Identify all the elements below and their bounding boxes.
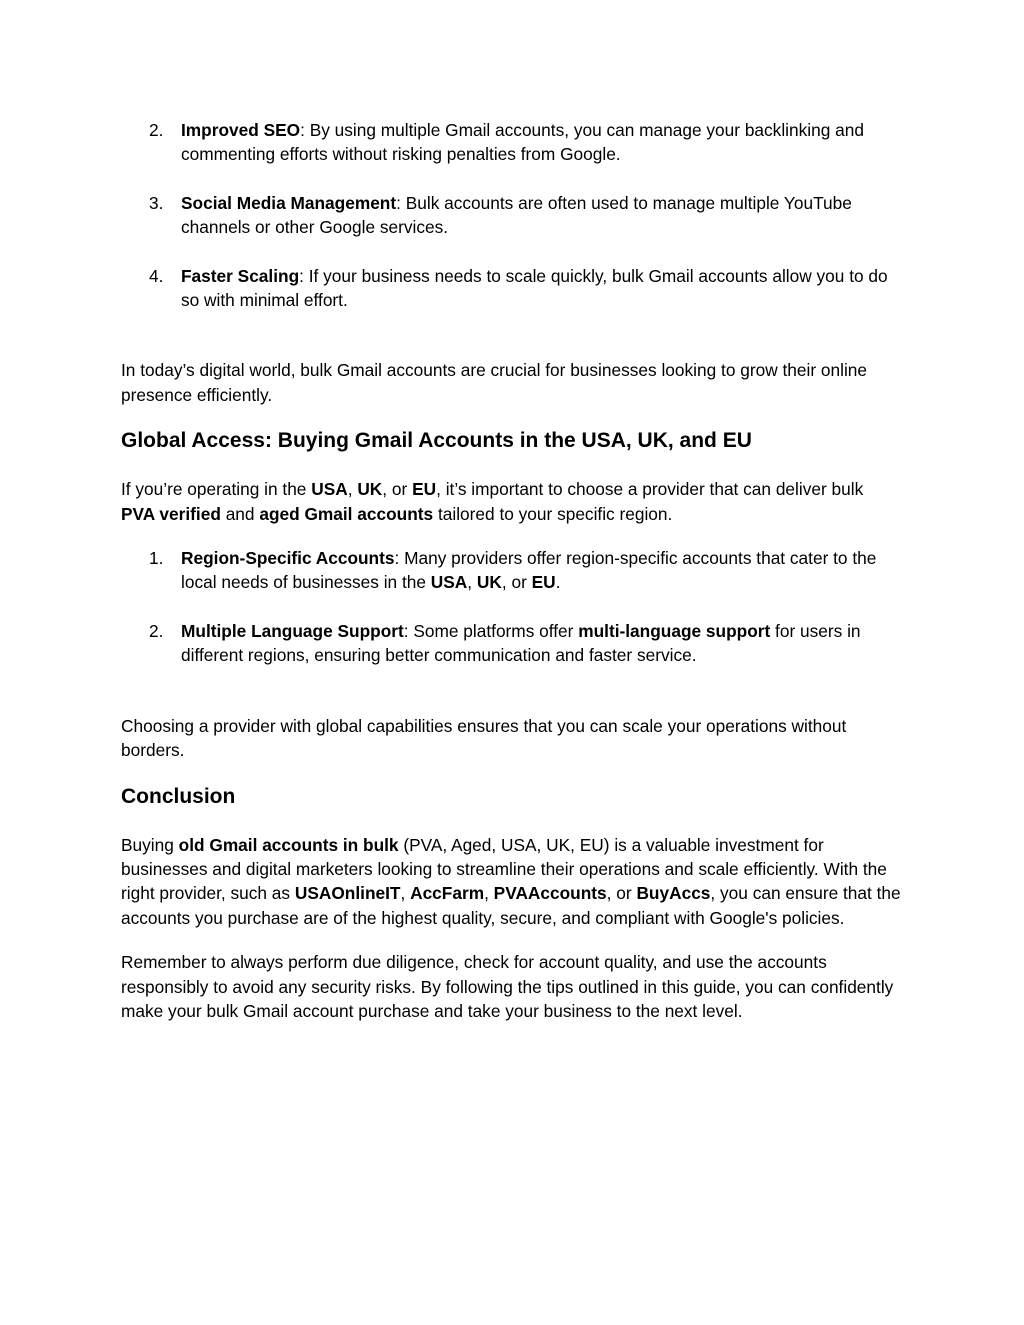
list-item	[121, 191, 901, 240]
text-run: for users in different regions, ensuring better communication and faster service.	[181, 620, 861, 666]
bold-text: EU	[531, 572, 556, 593]
bold-text: UK	[357, 479, 383, 500]
text-run: and	[220, 503, 260, 524]
bold-text: Region-Specific Accounts	[181, 548, 395, 569]
text-run: .	[555, 572, 561, 593]
text-run: Buying	[121, 834, 179, 855]
bold-text: aged Gmail accounts	[259, 503, 434, 524]
bold-text: AccFarm	[410, 883, 485, 904]
text-run: Choosing a provider with global capabilities ensures that you can scale your operations without borders.	[121, 715, 847, 761]
list-item-text	[181, 548, 876, 592]
global-access-list	[121, 546, 901, 668]
list-number: 3.	[149, 192, 164, 213]
text-run: If you’re operating in the	[121, 479, 312, 500]
list-item	[121, 118, 901, 167]
text-run: ,	[467, 572, 477, 593]
text-run: tailored to your specific region.	[433, 503, 673, 524]
conclusion-paragraph-1	[121, 833, 901, 931]
bold-text: BuyAccs	[636, 883, 711, 904]
bold-text: multi-language support	[578, 620, 771, 641]
intro-paragraph	[121, 358, 901, 407]
text-run: : If your business needs to scale quickly, bulk Gmail accounts allow you to do so with minimal effort.	[181, 265, 888, 311]
list-item-text	[181, 266, 888, 310]
bold-text: Multiple Language Support	[181, 620, 404, 641]
text-run: : Bulk accounts are often used to manage multiple YouTube channels or other Google services.	[181, 192, 852, 238]
list-number: 1.	[149, 548, 164, 569]
section-heading-global-access: Global Access: Buying Gmail Accounts in the USA, UK, and EU	[121, 429, 752, 453]
bold-text: UK	[476, 572, 502, 593]
list-item	[121, 619, 901, 668]
text-run: : Some platforms offer	[403, 620, 579, 641]
text-run: ,	[400, 883, 411, 904]
text-run: ,	[484, 883, 494, 904]
list-item	[121, 546, 901, 595]
text-run: , you can ensure that the accounts you purchase are of the highest quality, secure, and compliant with Google's policies.	[121, 883, 901, 928]
text-run: In today’s digital world, bulk Gmail accounts are crucial for businesses looking to grow their online presence efficiently.	[121, 360, 868, 405]
list-item-text	[181, 120, 864, 164]
global-closing-paragraph	[121, 714, 901, 763]
list-item-text	[181, 621, 861, 665]
bold-text: Improved SEO	[181, 120, 301, 140]
bold-text: USA	[430, 572, 468, 593]
text-run: (PVA, Aged, USA, UK, EU) is a valuable investment for businesses and digital marketers looking to streamline their operations and scale efficiently. With the right provider, such as	[121, 834, 887, 904]
bold-text: USAOnlineIT	[294, 883, 401, 904]
text-run: Remember to always perform due diligence, check for account quality, and use the accounts responsibly to avoid any security risks. By following the tips outlined in this guide, you can confidently make your bulk Gmail account purchase and take your business to the next level.	[121, 952, 894, 1021]
bold-text: Social Media Management	[181, 192, 397, 213]
list-item	[121, 264, 901, 313]
benefits-list	[121, 118, 901, 312]
list-number: 4.	[149, 265, 164, 286]
text-run: , it’s important to choose a provider that can deliver bulk	[436, 479, 864, 500]
bold-text: Faster Scaling	[181, 265, 300, 286]
document-page	[121, 118, 901, 1023]
list-item-text	[181, 193, 852, 237]
text-run: , or	[501, 572, 532, 593]
list-number: 2.	[149, 120, 164, 140]
text-run: : By using multiple Gmail accounts, you can manage your backlinking and commenting efforts without risking penalties from Google.	[181, 120, 864, 165]
bold-text: USA	[311, 479, 348, 500]
text-run: : Many providers offer region-specific accounts that cater to the local needs of businesses in the	[181, 548, 877, 593]
bold-text: PVA verified	[121, 503, 221, 524]
text-run: , or	[606, 883, 637, 904]
bold-text: EU	[412, 479, 437, 500]
list-number: 2.	[149, 620, 164, 641]
section-heading-conclusion: Conclusion	[121, 784, 236, 808]
text-run: , or	[382, 479, 413, 500]
bold-text: PVAAccounts	[493, 883, 607, 904]
conclusion-paragraph-2	[121, 950, 901, 1023]
bold-text: old Gmail accounts in bulk	[178, 834, 399, 855]
text-run: ,	[347, 479, 358, 500]
global-access-paragraph	[121, 477, 901, 526]
